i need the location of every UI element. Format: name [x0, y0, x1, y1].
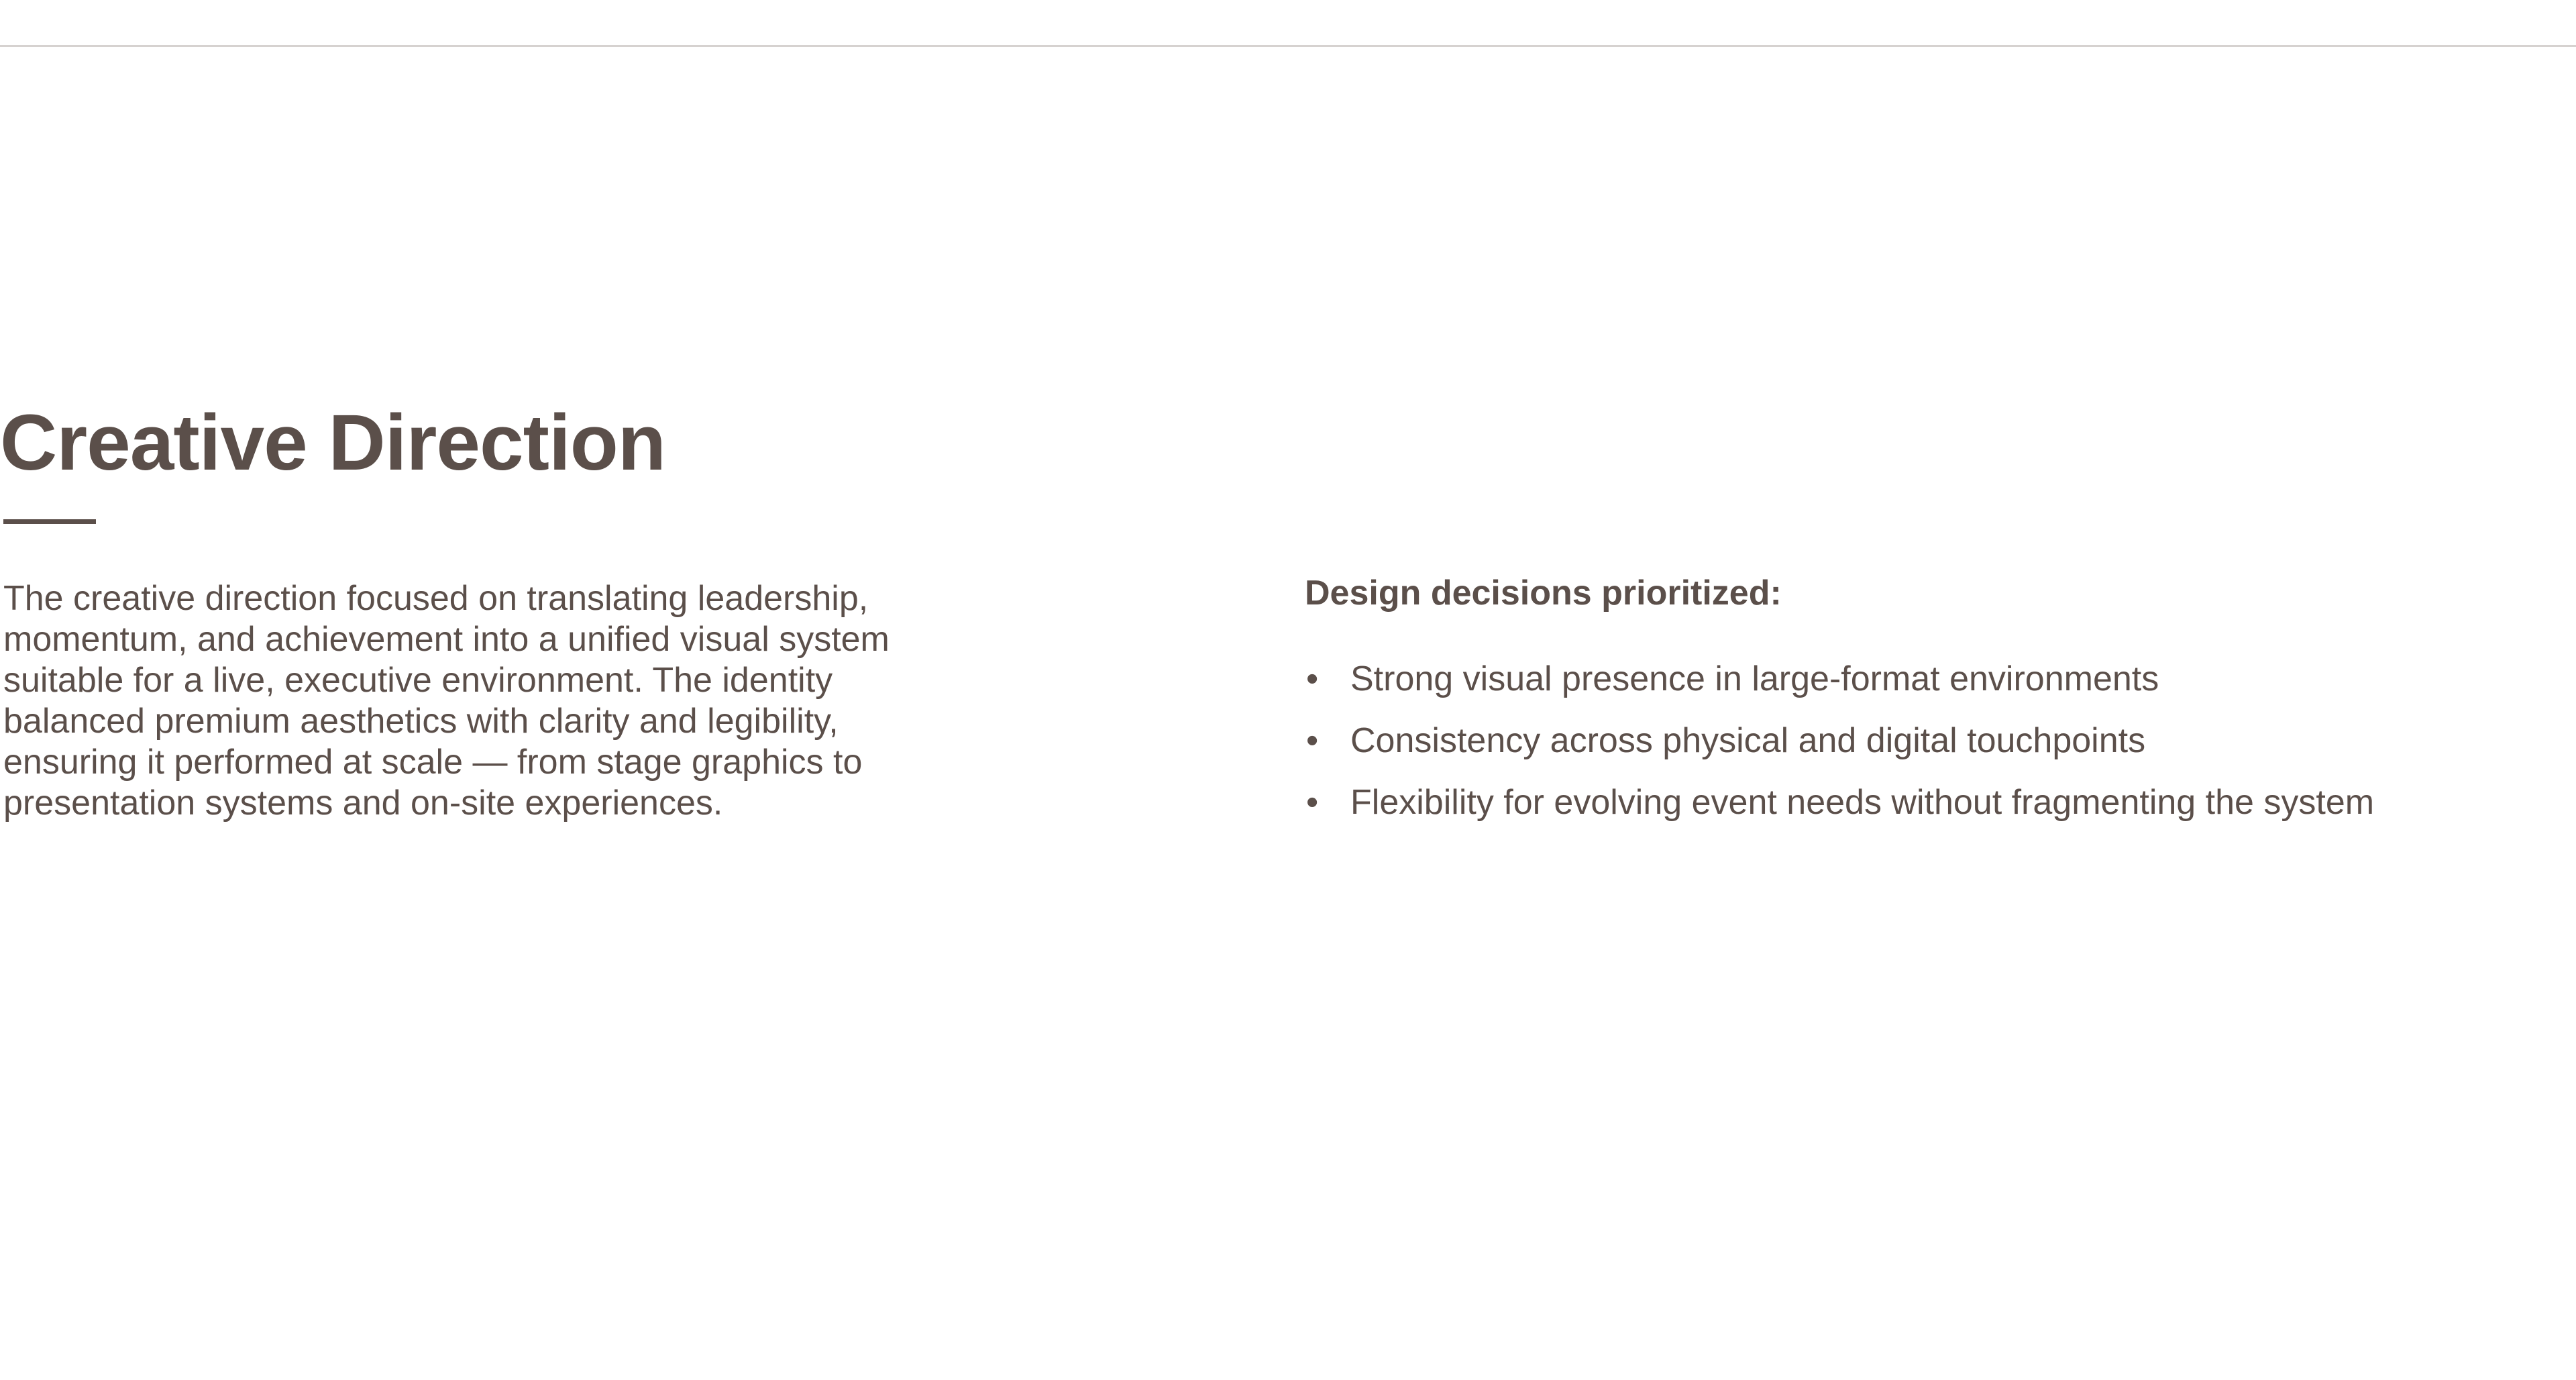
- decisions-heading: Design decisions prioritized:: [1305, 574, 1782, 613]
- intro-paragraph: The creative direction focused on translating leadership, momentum, and achievement into a unified visual system suitable for a live, executive environment. The identity balanced premium aesthetics with clarity and legibility, ensuring it performed at scale — from stage graphics to presentation systems and on-site experiences.: [3, 579, 890, 822]
- list-item: [1305, 781, 2374, 843]
- section-title: Creative Direction: [0, 399, 665, 487]
- title-accent-rule: [3, 519, 96, 524]
- decisions-list: [1305, 657, 2374, 843]
- bullet-icon: •: [1306, 659, 1319, 698]
- list-item: [1305, 719, 2374, 781]
- top-divider: [0, 45, 2576, 47]
- list-item-text: Strong visual presence in large-format environments: [1350, 659, 2159, 698]
- bullet-icon: •: [1306, 783, 1319, 822]
- list-item-text: Consistency across physical and digital touchpoints: [1350, 721, 2146, 760]
- list-item: [1305, 657, 2374, 719]
- bullet-icon: •: [1306, 721, 1319, 760]
- list-item-text: Flexibility for evolving event needs without fragmenting the system: [1350, 783, 2375, 822]
